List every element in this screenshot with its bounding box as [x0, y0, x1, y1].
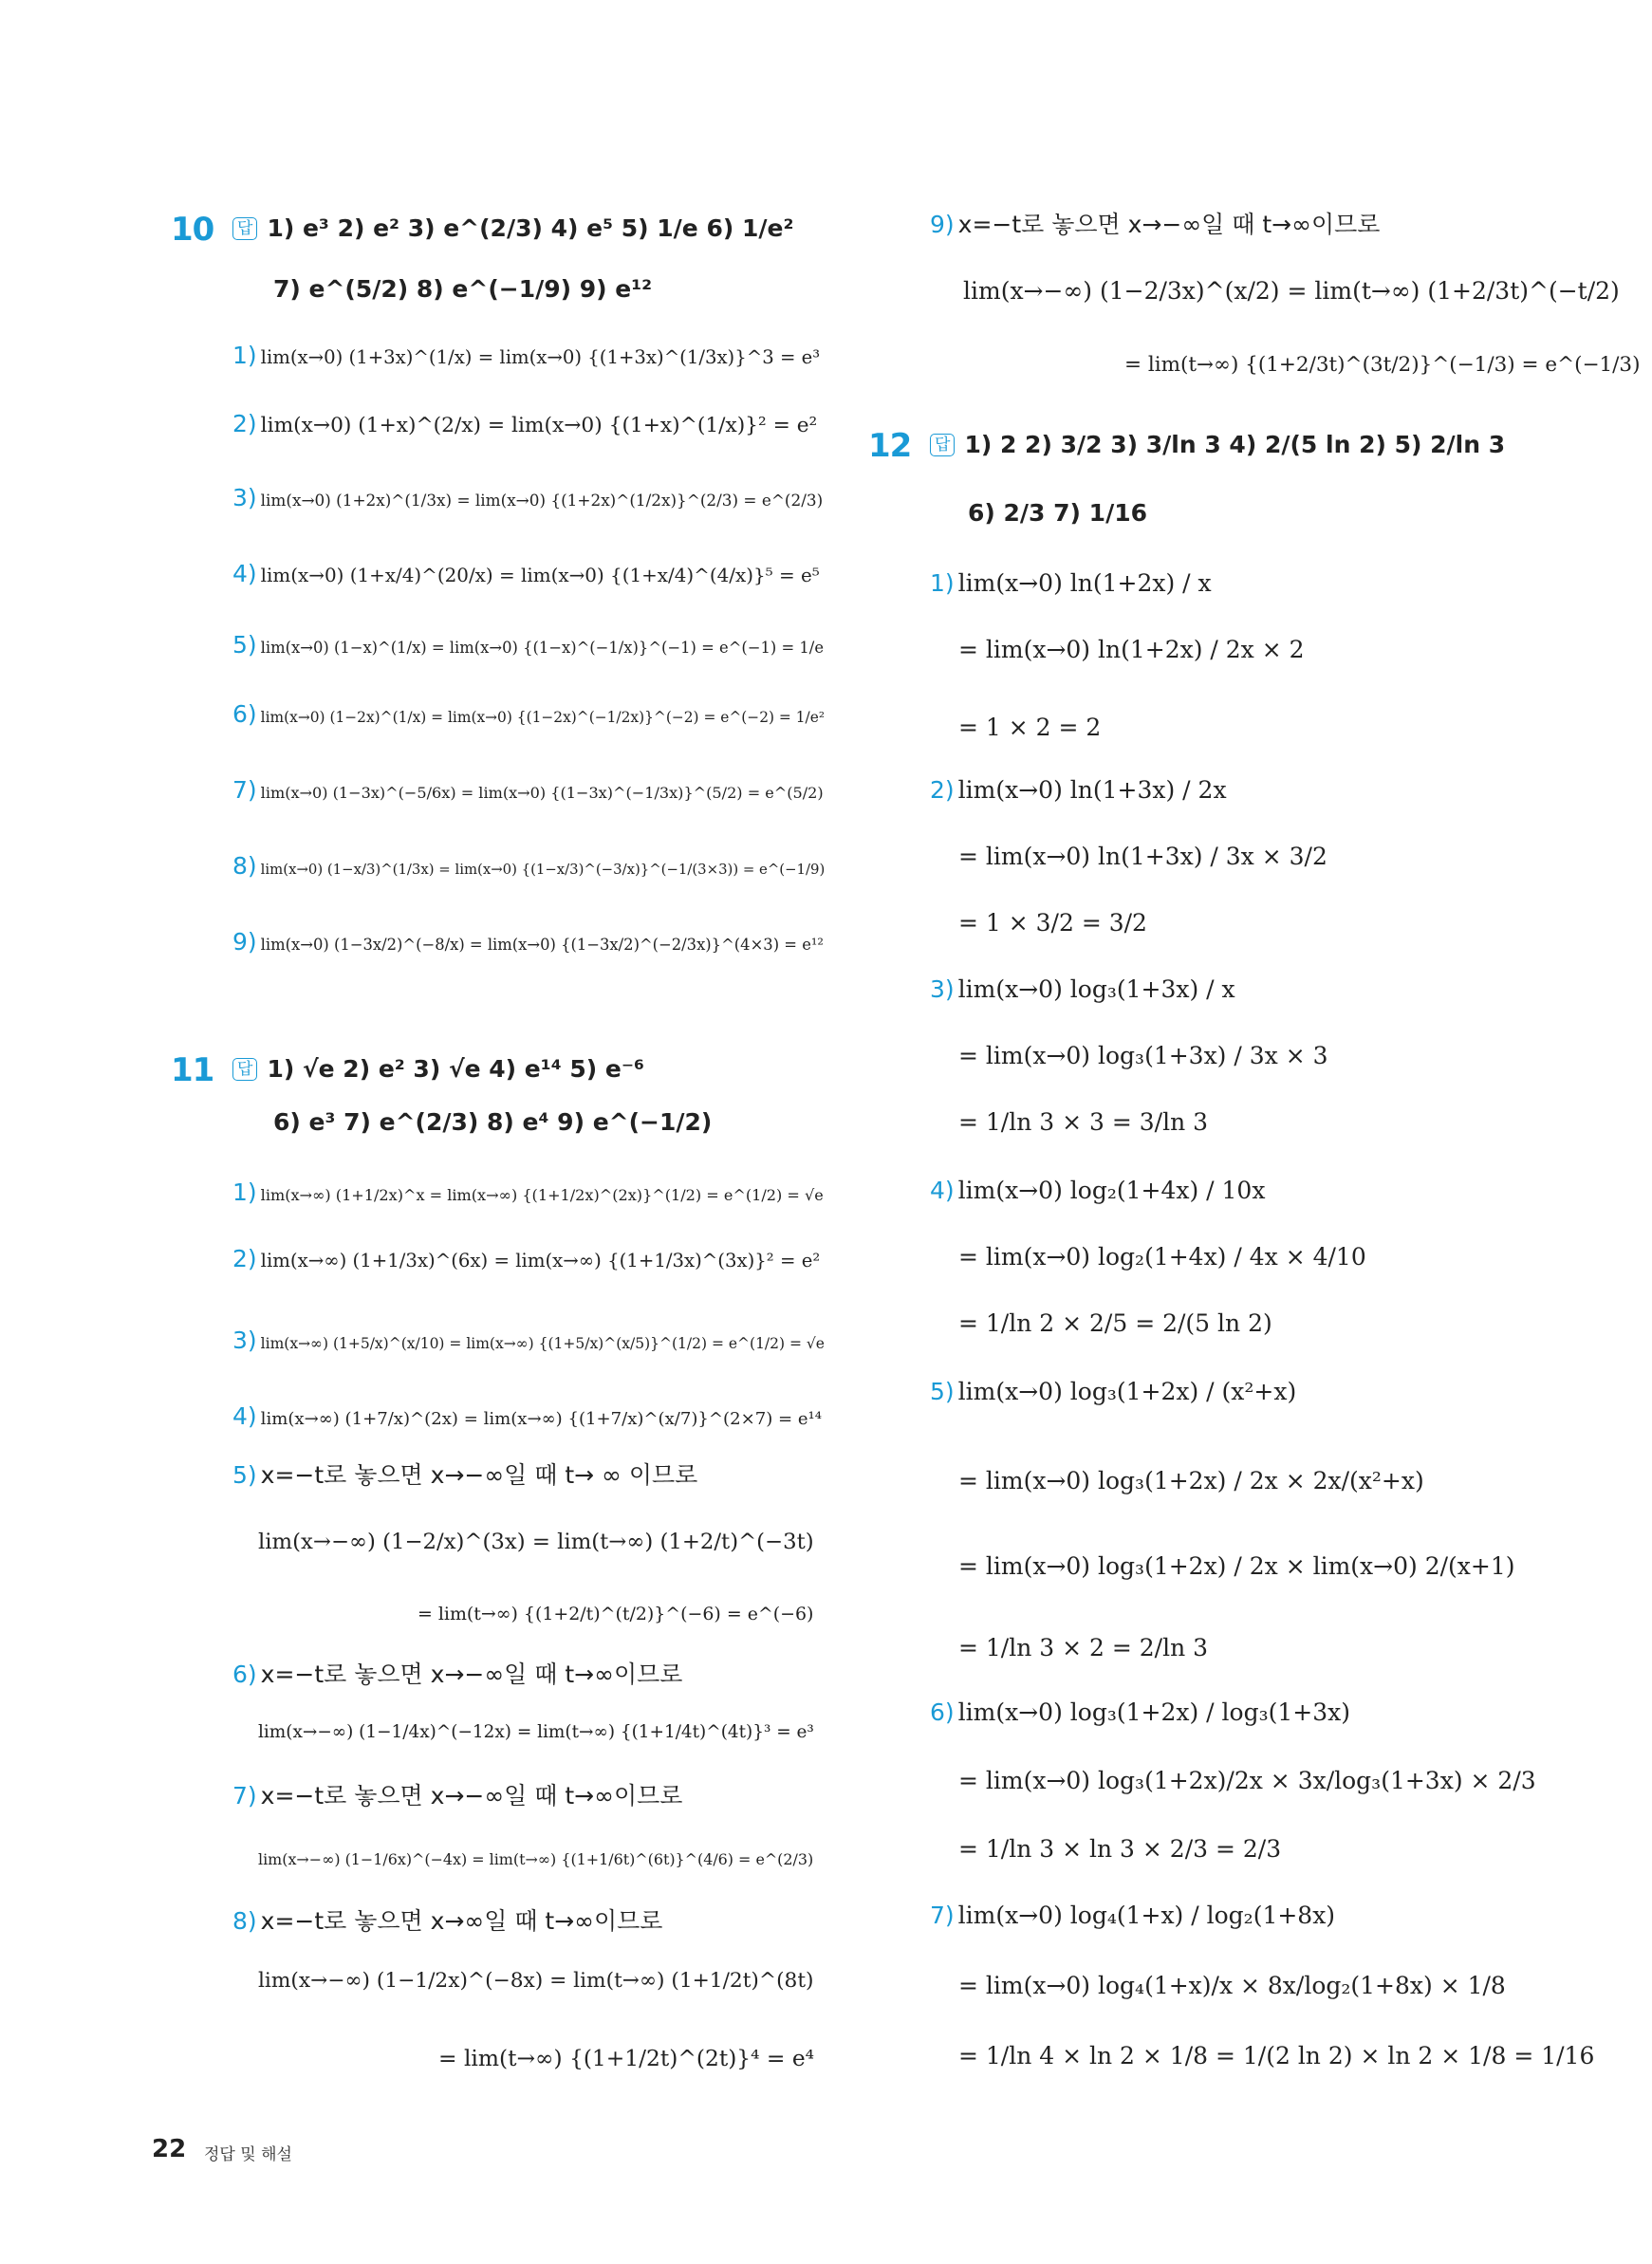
q11-line-1: 1) lim(x→∞) (1+1/2x)^x = lim(x→∞) {(1+1/2x)^(2x)}^(1/2) = e^(1/2) = √e	[232, 1178, 824, 1206]
q11-line-5: 5) x=−t로 놓으면 x→−∞일 때 t→ ∞ 이므로	[232, 1461, 698, 1489]
q10-step-2: 2) lim(x→0) (1+x)^(2/x) = lim(x→0) {(1+x)^(1/x)}² = e²	[232, 410, 818, 437]
answer-badge: 답	[232, 217, 257, 240]
q11-line-9: lim(x→−∞) (1−1/4x)^(−12x) = lim(t→∞) {(1+1/4t)^(4t)}³ = e³	[258, 1722, 814, 1742]
q12-line-15: = lim(x→0) log₃(1+2x) / 2x × lim(x→0) 2/(x+1)	[958, 1552, 1515, 1580]
q11-9-line-3: = lim(t→∞) {(1+2/3t)^(3t/2)}^(−1/3) = e^(−1/3)	[1124, 353, 1641, 377]
q10-step-9: 9) lim(x→0) (1−3x/2)^(−8/x) = lim(x→0) {(1−3x/2)^(−2/3x)}^(4×3) = e¹²	[232, 928, 824, 956]
q10-step-7: 7) lim(x→0) (1−3x)^(−5/6x) = lim(x→0) {(1−3x)^(−1/3x)}^(5/2) = e^(5/2)	[232, 776, 824, 804]
q12-line-11: = lim(x→0) log₂(1+4x) / 4x × 4/10	[958, 1243, 1366, 1271]
q12-line-3: = 1 × 2 = 2	[958, 714, 1102, 741]
q11-line-8: 6) x=−t로 놓으면 x→−∞일 때 t→∞이므로	[232, 1661, 683, 1688]
question-11-answers-line2: 6) e³ 7) e^(2/3) 8) e⁴ 9) e^(−1/2)	[273, 1108, 713, 1136]
q11-line-10: 7) x=−t로 놓으면 x→−∞일 때 t→∞이므로	[232, 1782, 683, 1809]
question-12-answers-line1	[930, 431, 1505, 459]
q11-line-6: lim(x→−∞) (1−2/x)^(3x) = lim(t→∞) (1+2/t)^(−3t)	[258, 1530, 814, 1554]
q11-line-7: = lim(t→∞) {(1+2/t)^(t/2)}^(−6) = e^(−6)	[418, 1604, 814, 1624]
answers-text: 1) 2 2) 3/2 3) 3/ln 3 4) 2/(5 ln 2) 5) 2/ln 3	[964, 431, 1506, 458]
answer-badge: 답	[930, 434, 955, 456]
q12-line-17: 6) lim(x→0) log₃(1+2x) / log₃(1+3x)	[930, 1698, 1350, 1726]
q12-line-14: = lim(x→0) log₃(1+2x) / 2x × 2x/(x²+x)	[958, 1467, 1424, 1494]
q12-line-7: 3) lim(x→0) log₃(1+3x) / x	[930, 975, 1235, 1003]
q11-line-12: 8) x=−t로 놓으면 x→∞일 때 t→∞이므로	[232, 1907, 663, 1935]
q12-line-1: 1) lim(x→0) ln(1+2x) / x	[930, 569, 1212, 597]
q10-step-3: 3) lim(x→0) (1+2x)^(1/3x) = lim(x→0) {(1+2x)^(1/2x)}^(2/3) = e^(2/3)	[232, 484, 824, 511]
q12-line-18: = lim(x→0) log₃(1+2x)/2x × 3x/log₃(1+3x) × 2/3	[958, 1767, 1536, 1794]
page-number: 22	[152, 2135, 187, 2163]
footer-text: 정답 및 해설	[204, 2145, 292, 2164]
q10-step-8: 8) lim(x→0) (1−x/3)^(1/3x) = lim(x→0) {(1−x/3)^(−3/x)}^(−1/(3×3)) = e^(−1/9)	[232, 852, 826, 880]
answers-text: 1) e³ 2) e² 3) e^(2/3) 4) e⁵ 5) 1/e 6) 1/e²	[267, 214, 794, 242]
q12-line-2: = lim(x→0) ln(1+2x) / 2x × 2	[958, 636, 1305, 663]
question-12-answers-line2: 6) 2/3 7) 1/16	[968, 499, 1147, 527]
q12-line-19: = 1/ln 3 × ln 3 × 2/3 = 2/3	[958, 1835, 1282, 1863]
q12-line-12: = 1/ln 2 × 2/5 = 2/(5 ln 2)	[958, 1309, 1272, 1337]
q11-line-11: lim(x→−∞) (1−1/6x)^(−4x) = lim(t→∞) {(1+1/6t)^(6t)}^(4/6) = e^(2/3)	[258, 1850, 814, 1868]
question-12-number: 12	[868, 427, 912, 465]
q12-line-4: 2) lim(x→0) ln(1+3x) / 2x	[930, 776, 1227, 804]
q12-line-9: = 1/ln 3 × 3 = 3/ln 3	[958, 1108, 1209, 1136]
question-10-answers-line2: 7) e^(5/2) 8) e^(−1/9) 9) e¹²	[273, 275, 653, 303]
q12-line-10: 4) lim(x→0) log₂(1+4x) / 10x	[930, 1177, 1266, 1204]
question-11-number: 11	[171, 1051, 214, 1089]
q12-line-5: = lim(x→0) ln(1+3x) / 3x × 3/2	[958, 843, 1327, 870]
q10-step-6: 6) lim(x→0) (1−2x)^(1/x) = lim(x→0) {(1−2x)^(−1/2x)}^(−2) = e^(−2) = 1/e²	[232, 700, 826, 728]
q12-line-21: = lim(x→0) log₄(1+x)/x × 8x/log₂(1+8x) × 1/8	[958, 1972, 1506, 1999]
q10-step-4: 4) lim(x→0) (1+x/4)^(20/x) = lim(x→0) {(1+x/4)^(4/x)}⁵ = e⁵	[232, 560, 820, 587]
q12-line-13: 5) lim(x→0) log₃(1+2x) / (x²+x)	[930, 1378, 1297, 1405]
q12-line-6: = 1 × 3/2 = 3/2	[958, 909, 1147, 937]
q12-line-8: = lim(x→0) log₃(1+3x) / 3x × 3	[958, 1042, 1328, 1069]
q11-line-3: 3) lim(x→∞) (1+5/x)^(x/10) = lim(x→∞) {(1+5/x)^(x/5)}^(1/2) = e^(1/2) = √e	[232, 1327, 825, 1354]
q11-line-13: lim(x→−∞) (1−1/2x)^(−8x) = lim(t→∞) (1+1/2t)^(8t)	[258, 1969, 814, 1993]
q11-line-4: 4) lim(x→∞) (1+7/x)^(2x) = lim(x→∞) {(1+7/x)^(x/7)}^(2×7) = e¹⁴	[232, 1402, 823, 1430]
q11-9-line-2: lim(x→−∞) (1−2/3x)^(x/2) = lim(t→∞) (1+2/3t)^(−t/2)	[963, 277, 1620, 305]
q11-9-line-1: 9) x=−t로 놓으면 x→−∞일 때 t→∞이므로	[930, 211, 1381, 238]
q12-line-22: = 1/ln 4 × ln 2 × 1/8 = 1/(2 ln 2) × ln 2 × 1/8 = 1/16	[958, 2042, 1595, 2069]
answer-badge: 답	[232, 1058, 257, 1081]
q12-line-20: 7) lim(x→0) log₄(1+x) / log₂(1+8x)	[930, 1902, 1336, 1929]
q11-line-2: 2) lim(x→∞) (1+1/3x)^(6x) = lim(x→∞) {(1+1/3x)^(3x)}² = e²	[232, 1245, 821, 1272]
answers-text: 1) √e 2) e² 3) √e 4) e¹⁴ 5) e⁻⁶	[267, 1055, 644, 1083]
question-10-answers-line1	[232, 214, 793, 243]
q12-line-16: = 1/ln 3 × 2 = 2/ln 3	[958, 1634, 1209, 1661]
q11-line-14: = lim(t→∞) {(1+1/2t)^(2t)}⁴ = e⁴	[438, 2045, 815, 2071]
question-10-number: 10	[171, 211, 214, 249]
question-11-answers-line1	[232, 1055, 644, 1084]
q10-step-1: 1) lim(x→0) (1+3x)^(1/x) = lim(x→0) {(1+3x)^(1/3x)}^3 = e³	[232, 342, 821, 369]
q10-step-5: 5) lim(x→0) (1−x)^(1/x) = lim(x→0) {(1−x)^(−1/x)}^(−1) = e^(−1) = 1/e	[232, 631, 824, 659]
